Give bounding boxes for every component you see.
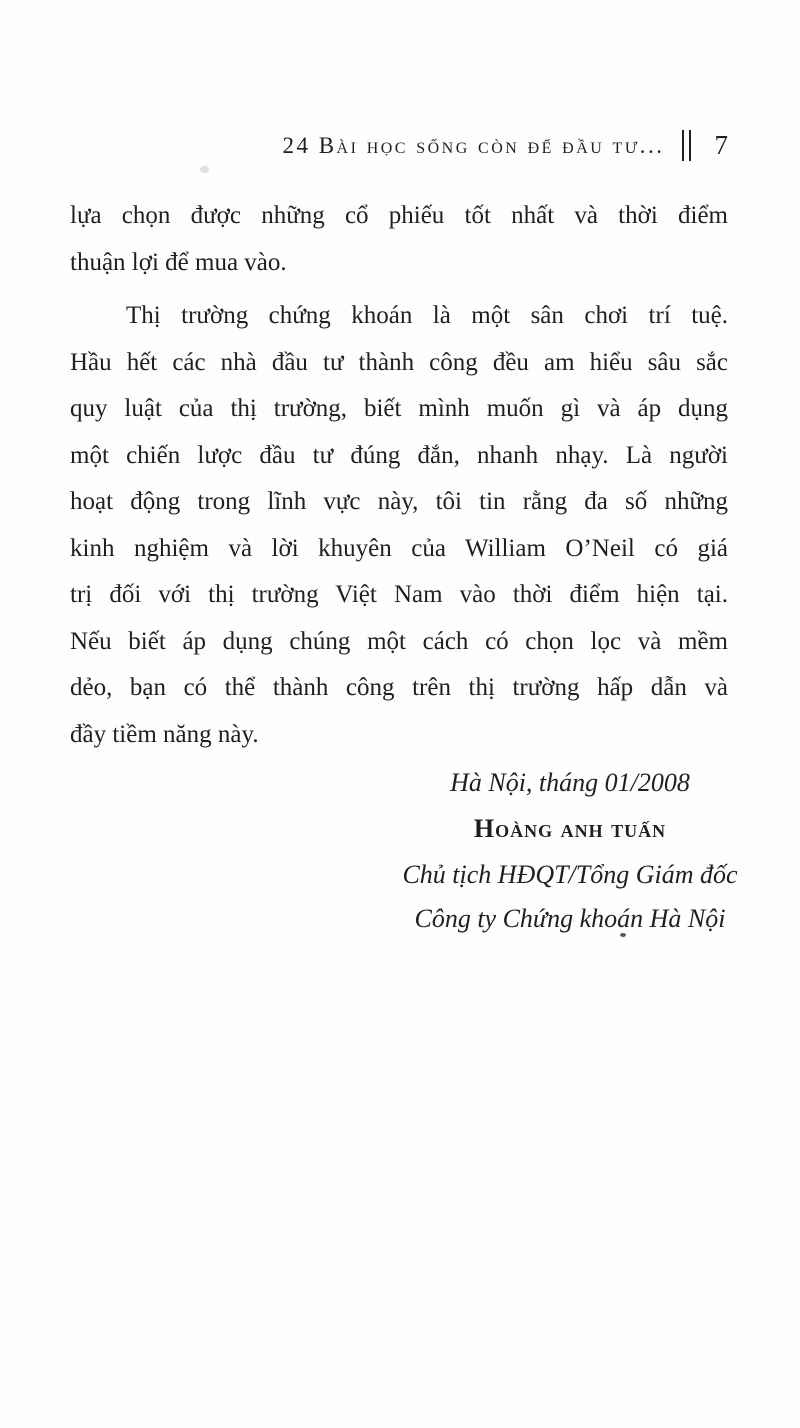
text-line: kinh nghiệm và lời khuyên của William O’Neil có giá — [70, 534, 728, 562]
text-line: lựa chọn được những cổ phiếu tốt nhất và thời điểm — [70, 202, 728, 229]
signature-name: Hoàng anh tuấn — [473, 814, 667, 843]
ink-speck — [200, 166, 209, 173]
signature-company: Công ty Chứng khoán Hà Nội — [414, 904, 726, 933]
text-line: dẻo, bạn có thể thành công trên thị trường hấp dẫn và — [70, 674, 728, 701]
paragraph — [70, 293, 728, 758]
text-line: thuận lợi để mua vào. — [70, 248, 287, 276]
text-line: một chiến lược đầu tư đúng đắn, nhanh nhạy. Là người — [70, 441, 728, 469]
text-line: hoạt động trong lĩnh vực này, tôi tin rằng đa số những — [70, 488, 728, 515]
text-line: Nếu biết áp dụng chúng một cách có chọn lọc và mềm — [70, 627, 728, 655]
signature-block — [350, 760, 790, 940]
text-line: Thị trường chứng khoán là một sân chơi trí tuệ. — [126, 302, 728, 329]
double-vertical-bar-icon — [682, 130, 691, 161]
ink-speck — [620, 933, 626, 937]
paragraph — [70, 193, 728, 286]
text-line: trị đối với thị trường Việt Nam vào thời điểm hiện tại. — [70, 581, 728, 608]
signature-date: Hà Nội, tháng 01/2008 — [450, 768, 690, 797]
page-number: 7 — [714, 130, 728, 160]
running-head — [70, 130, 728, 161]
body-text — [70, 193, 728, 758]
signature-title: Chủ tịch HĐQT/Tổng Giám đốc — [402, 860, 738, 889]
running-head-title: 24 Bài học sống còn để đầu tư... — [282, 132, 665, 158]
text-line: quy luật của thị trường, biết mình muốn gì và áp dụng — [70, 395, 728, 422]
text-line: đầy tiềm năng này. — [70, 720, 259, 748]
text-line: Hầu hết các nhà đầu tư thành công đều am hiểu sâu sắc — [70, 348, 728, 376]
